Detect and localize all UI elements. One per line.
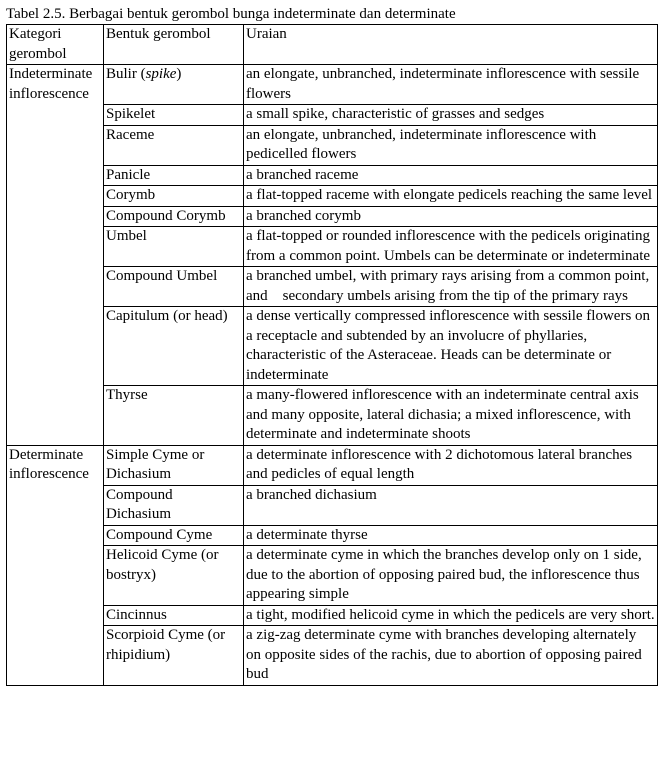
category-cell-indeterminate: Indeterminate inflorescence bbox=[7, 65, 104, 446]
description-cell: a tight, modified helicoid cyme in which the pedicels are very short. bbox=[244, 605, 658, 626]
inflorescence-table bbox=[6, 24, 658, 686]
form-cell: Thyrse bbox=[104, 386, 244, 446]
form-cell: Simple Cyme or Dichasium bbox=[104, 445, 244, 485]
description-cell: a branched umbel, with primary rays arising from a common point, and secondary umbels arising from the tip of the primary rays bbox=[244, 267, 658, 307]
table-caption: Tabel 2.5. Berbagai bentuk gerombol bunga indeterminate dan determinate bbox=[6, 6, 456, 22]
table-row bbox=[7, 105, 658, 126]
table-row bbox=[7, 445, 658, 485]
description-cell: a small spike, characteristic of grasses and sedges bbox=[244, 105, 658, 126]
form-cell: Cincinnus bbox=[104, 605, 244, 626]
form-cell: Panicle bbox=[104, 165, 244, 186]
form-cell: Scorpioid Cyme (or rhipidium) bbox=[104, 626, 244, 686]
table-row bbox=[7, 267, 658, 307]
description-cell: an elongate, unbranched, indeterminate inflorescence with pedicelled flowers bbox=[244, 125, 658, 165]
form-cell: Compound Cyme bbox=[104, 525, 244, 546]
table-row bbox=[7, 125, 658, 165]
table-row bbox=[7, 485, 658, 525]
header-row bbox=[7, 25, 658, 65]
description-cell: a branched dichasium bbox=[244, 485, 658, 525]
table-row bbox=[7, 186, 658, 207]
form-cell: Capitulum (or head) bbox=[104, 307, 244, 386]
description-cell: a determinate thyrse bbox=[244, 525, 658, 546]
description-cell: a zig-zag determinate cyme with branches developing alternately on opposite sides of the rachis, due to abortion of opposing paired bud bbox=[244, 626, 658, 686]
form-prefix: Bulir ( bbox=[106, 66, 146, 82]
header-description: Uraian bbox=[244, 25, 658, 65]
description-cell: a determinate cyme in which the branches develop only on 1 side, due to the abortion of opposing paired bud, the inflorescence thus appearing simple bbox=[244, 546, 658, 606]
header-category: Kategori gerombol bbox=[7, 25, 104, 65]
form-cell: Compound Umbel bbox=[104, 267, 244, 307]
category-cell-determinate: Determinate inflorescence bbox=[7, 445, 104, 685]
form-cell: Corymb bbox=[104, 186, 244, 207]
description-cell: a flat-topped or rounded inflorescence with the pedicels originating from a common point. Umbels can be determinate or indeterminate bbox=[244, 227, 658, 267]
form-cell: Helicoid Cyme (or bostryx) bbox=[104, 546, 244, 606]
table-row bbox=[7, 206, 658, 227]
form-cell: Raceme bbox=[104, 125, 244, 165]
form-cell: Spikelet bbox=[104, 105, 244, 126]
description-cell: a determinate inflorescence with 2 dichotomous lateral branches and pedicles of equal length bbox=[244, 445, 658, 485]
table-row bbox=[7, 227, 658, 267]
form-cell: Umbel bbox=[104, 227, 244, 267]
description-cell: a many-flowered inflorescence with an indeterminate central axis and many opposite, lateral dichasia; a mixed inflorescence, with determinate and indeterminate shoots bbox=[244, 386, 658, 446]
description-cell: a branched corymb bbox=[244, 206, 658, 227]
form-cell: Compound Dichasium bbox=[104, 485, 244, 525]
description-cell: a branched raceme bbox=[244, 165, 658, 186]
form-cell: Compound Corymb bbox=[104, 206, 244, 227]
header-form: Bentuk gerombol bbox=[104, 25, 244, 65]
description-cell: an elongate, unbranched, indeterminate inflorescence with sessile flowers bbox=[244, 65, 658, 105]
form-italic: spike bbox=[145, 66, 177, 82]
table-row bbox=[7, 307, 658, 386]
table-row bbox=[7, 386, 658, 446]
form-cell bbox=[104, 65, 244, 105]
form-suffix: ) bbox=[176, 66, 182, 82]
table-row bbox=[7, 546, 658, 606]
table-row bbox=[7, 525, 658, 546]
description-cell: a flat-topped raceme with elongate pedicels reaching the same level bbox=[244, 186, 658, 207]
table-row bbox=[7, 605, 658, 626]
table-row bbox=[7, 626, 658, 686]
description-cell: a dense vertically compressed inflorescence with sessile flowers on a receptacle and subtended by an involucre of phyllaries, characteristic of the Asteraceae. Heads can be determinate or indeterminate bbox=[244, 307, 658, 386]
table-row bbox=[7, 65, 658, 105]
table-row bbox=[7, 165, 658, 186]
